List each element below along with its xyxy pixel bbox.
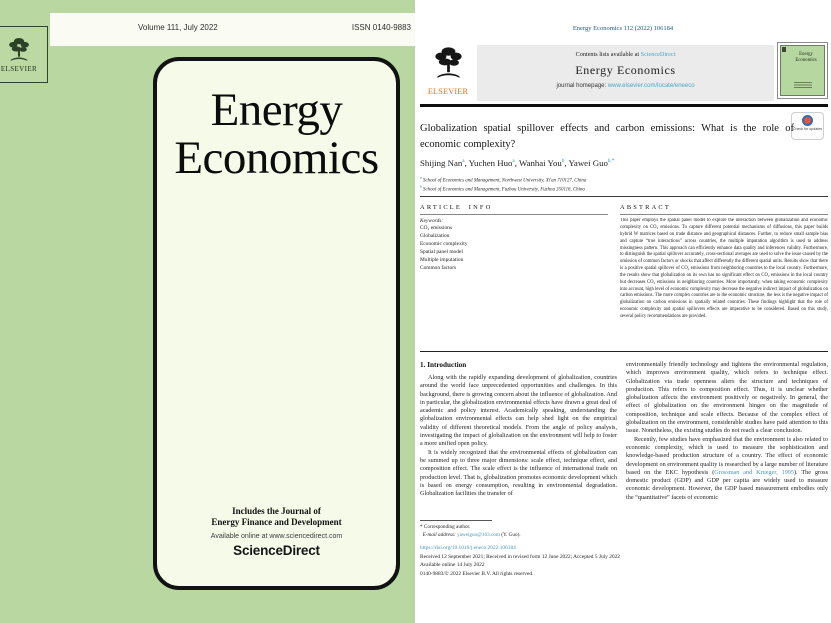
paragraph-text: Recently, few studies have emphasized that the environment is also related to economic complexity, which is used to measure the sophistication and knowledge-based production structure of a country. The effect of economic development on environment quality is researched by a large number of literature based on the EKC hypothesis ( <box>626 435 828 476</box>
section-divider <box>420 351 828 352</box>
cover-top-strip <box>50 13 415 46</box>
author-sep: , <box>464 158 469 168</box>
sciencedirect-wordmark: ScienceDirect <box>233 543 320 558</box>
affiliation-text: School of Economics and Management, Fuzhou University, Fuzhou 350116, China <box>423 187 585 193</box>
keyword-item: Economic complexity <box>420 241 468 248</box>
crossmark-icon <box>802 115 813 126</box>
thumbnail-title: Energy Economics <box>795 52 817 63</box>
author-sup: b <box>561 158 565 165</box>
email-suffix: (Y. Guo). <box>499 531 521 538</box>
paragraph-text: ). The gross domestic product (GDP) and GDP per capita are widely used to measure economic development. However, the GDP based measurement embodies only the “quantitative” facets of economic <box>626 468 828 501</box>
cover-title-line1: Energy <box>210 84 343 136</box>
body-paragraph <box>626 436 828 502</box>
footnote-block <box>420 520 617 539</box>
heading-rule <box>620 214 828 215</box>
abstract-text: This paper employs the spatial panel model to explore the interaction between globalization and economic complexity on CO₂ emissions. To capture different potential mechanisms of diffusions, this paper builds hybrid W matrices based on trade distance and geographical distances. Further, to reduce small sample bias and capture “true interactions” across countries, the multiple imputation algorithm is used to address missingness pattern. This approach can efficiently enhance data quality and inferences validity. Furthermore, to distinguish the spatial spillover accurately, cross-sectional averages are used to solve the issue caused by the omission of common factors or shocks that affect differently the different spatial units. Results show that there is a positive spatial spillover of CO₂ emissions from neighboring countries to the local country. Furthermore, the results show that globalization on its own has no significant effect on CO₂ emissions in the local country but decreases CO₂ emissions in neighboring countries. More importantly, when taking economic complexity into account, high level of economic complexity may decrease the negative indirect impact of globalization on carbon emissions. The more complex countries are to the economic structure, the less is the negative impact of globalization on carbon emissions in spatially related countries. These findings highlight that the role of economic complexity and spatial spillovers effects are imperative to be considered. Based on this study, several policy recommendations are provided. <box>620 218 828 319</box>
body-paragraph: It is widely recognized that the environmental effects of globalization can be summed up to three major dimensions: scale effect, technique effect, and composition effect. The scale effect is the influence of international trade on production level. That is, globalization promotes economic development which is based on energy consumption, resulting in environmental degradation. Globalization facilities the transfer of <box>420 448 617 498</box>
author-sup: a <box>462 158 465 165</box>
keyword-item: Multiple imputation <box>420 256 464 263</box>
cover-bottom-block <box>157 506 396 559</box>
cover-available-online: Available online at www.sciencedirect.com <box>210 533 343 540</box>
elsevier-tree-icon <box>6 37 32 64</box>
journal-cover-page <box>0 0 415 623</box>
affiliation-line <box>420 185 586 194</box>
journal-name: Energy Economics <box>575 63 676 77</box>
header-elsevier-logo <box>420 46 476 96</box>
homepage-prefix: journal homepage: <box>556 83 608 89</box>
corresponding-author-note: * Corresponding author. <box>420 523 471 530</box>
abstract-heading: ABSTRACT <box>620 204 671 211</box>
article-info-heading: ARTICLE INFO <box>420 204 493 211</box>
author-name: Shijing Nan <box>420 158 463 168</box>
footnote-rule <box>420 520 492 521</box>
copyright-line: 0140-9883/© 2022 Elsevier B.V. All rights reserved. <box>420 570 534 577</box>
affiliations <box>420 176 586 194</box>
cover-title-panel <box>153 57 400 590</box>
homepage-line <box>477 83 774 89</box>
author-sep: , <box>564 158 569 168</box>
abstract-column <box>620 204 828 349</box>
thumbnail-text-lines <box>794 82 812 90</box>
email-line <box>420 532 617 540</box>
elsevier-tree-icon <box>432 46 465 82</box>
body-left-column <box>420 361 617 498</box>
received-line: Received 12 September 2021; Received in revised form 12 June 2022; Accepted 5 July 2022 <box>420 554 621 560</box>
affiliation-sup: b <box>420 185 422 190</box>
author-sep: , <box>514 158 519 168</box>
elsevier-wordmark: ELSEVIER <box>0 64 38 73</box>
journal-header-box <box>477 45 774 101</box>
article-title: Globalization spatial spillover effects and carbon emissions: What is the role of economic complexity? <box>420 123 794 151</box>
author-line <box>420 158 614 168</box>
affiliation-sup: a <box>420 176 422 180</box>
cover-includes-line2: Energy Finance and Development <box>211 516 342 527</box>
affiliation-line <box>420 176 586 185</box>
sciencedirect-link[interactable]: ScienceDirect <box>640 51 676 58</box>
header-rule <box>420 104 828 107</box>
journal-cover-thumbnail[interactable] <box>777 42 828 99</box>
affiliation-text: School of Economics and Management, Northwest University, Xi'an 710127, China <box>423 178 587 184</box>
thumbnail-cover <box>780 45 825 96</box>
keywords-label: Keywords: <box>420 218 444 225</box>
cover-issn-label: ISSN 0140-9883 <box>351 23 411 32</box>
cover-journal-title <box>157 84 396 184</box>
cover-includes-line1: Includes the Journal of <box>232 505 321 516</box>
contents-prefix: Contents lists available at <box>575 51 641 58</box>
heading-rule <box>420 214 608 215</box>
body-paragraph: environmentally friendly technology and tightens the environmental regulation, which improves environment quality, which refers to technique effect. Globalization via trade openness alters the structure and techniques of production. This refers to composition effect. Thus, it is unclear whether globalization affects the environment positively or negatively. In general, the effect of globalization on the environment hinges on the magnitude of composition, technique and scale effects. Because of the complex effect of globalization on the environment, considerable studies have paid attention to this issue. Nonetheless, the existing studies do not reach a clear conclusion. <box>626 361 828 435</box>
article-footer <box>420 545 828 578</box>
keyword-item: Globalization <box>420 233 450 240</box>
article-page <box>415 0 831 623</box>
email-link[interactable]: yaweiguo@163.com <box>456 531 500 538</box>
elsevier-wordmark: ELSEVIER <box>427 87 469 96</box>
article-info-column <box>420 204 608 272</box>
elsevier-logo-box <box>0 26 48 83</box>
body-paragraph: Along with the rapidly expanding development of globalization, countries around the world face unprecedented opportunities and challenges. In this background, there is growing concern about the influence of globalization. And in particular, the globalization environmental effects have drawn a great deal of academic and policy interest. Academically speaking, understanding the globalization environmental effects can help shed light on the empirical validity of different theoretical models. From the angle of policy analysis, investigating the impact of globalization on the environment will help to foster a more unified open policy. <box>420 374 617 448</box>
email-label: E-mail address: <box>422 531 457 538</box>
keyword-item: Spatial panel model <box>420 248 463 255</box>
check-for-updates-badge[interactable] <box>791 112 824 140</box>
running-head-citation: Energy Economics 112 (2022) 106184 <box>572 25 674 32</box>
available-online-line: Available online 14 July 2022 <box>420 562 485 569</box>
contents-line <box>477 51 774 58</box>
introduction-heading: 1. Introduction <box>420 361 467 369</box>
body-right-column <box>626 361 828 502</box>
author-name: Yuchen Huo <box>468 158 513 168</box>
author-sup: a <box>512 158 515 165</box>
cover-title-line2: Economics <box>174 131 379 184</box>
check-for-updates-label: Check for updates <box>792 127 823 131</box>
keyword-item: Common factors <box>420 264 457 271</box>
cover-volume-label: Volume 111, July 2022 <box>138 23 218 32</box>
author-sup: b,* <box>607 158 615 165</box>
author-name: Yawei Guo <box>568 158 608 168</box>
homepage-link[interactable]: www.elsevier.com/locate/eneeco <box>607 83 695 89</box>
section-divider <box>420 196 828 197</box>
doi-link[interactable]: https://doi.org/10.1016/j.eneco.2022.106184 <box>420 545 516 551</box>
citation-link[interactable]: Grossman and Krueger, 1995 <box>714 468 794 476</box>
thumbnail-elsevier-mark <box>782 47 786 52</box>
author-name: Wanhai You <box>518 158 562 168</box>
keyword-item: CO₂ emissions <box>420 225 452 232</box>
